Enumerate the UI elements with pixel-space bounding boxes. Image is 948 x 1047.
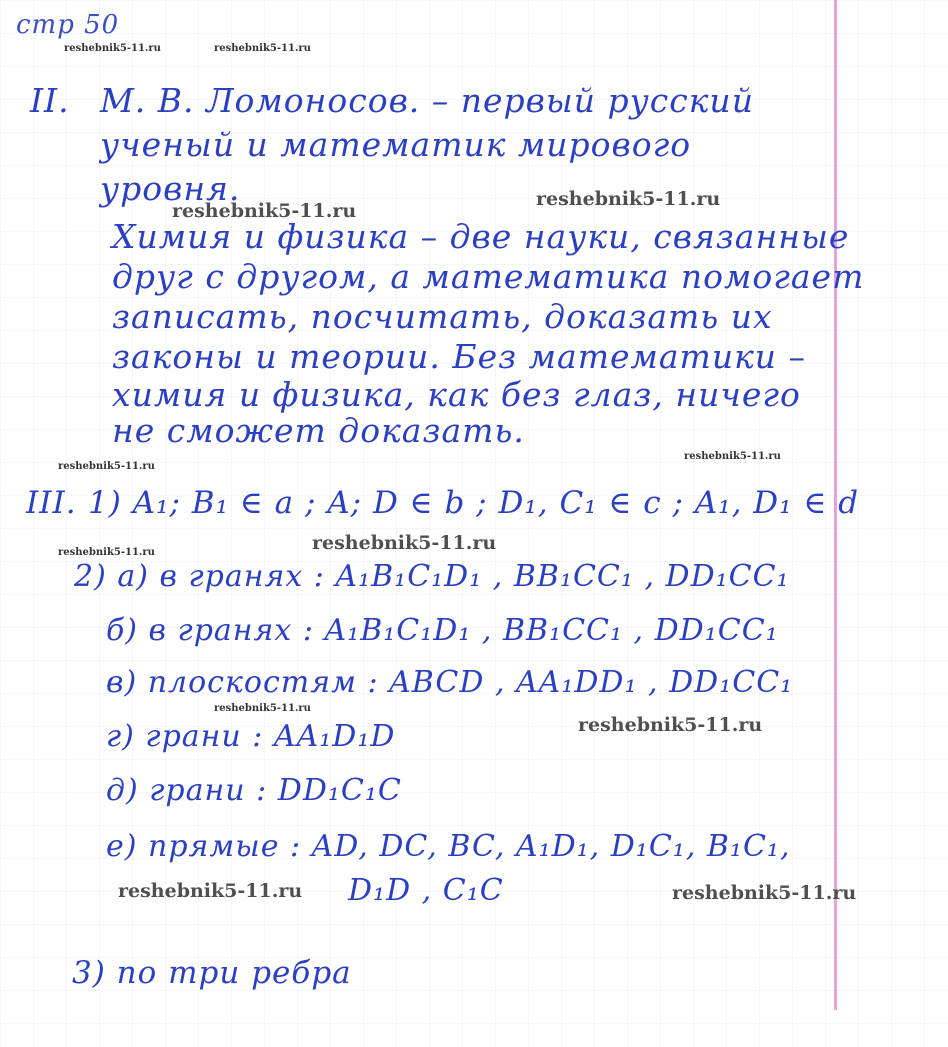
s3-item-3: 3) по три ребра	[72, 955, 352, 991]
watermark: reshebnik5-11.ru	[672, 882, 857, 904]
s3-item-2d: г) грани : AA₁D₁D	[106, 719, 396, 754]
watermark: reshebnik5-11.ru	[64, 43, 161, 54]
section-2-marker: II.	[30, 81, 70, 120]
watermark: reshebnik5-11.ru	[312, 532, 497, 554]
watermark: reshebnik5-11.ru	[536, 188, 721, 210]
s2-line-1: М. В. Ломоносов. – первый русский	[100, 81, 754, 120]
watermark: reshebnik5-11.ru	[214, 703, 311, 714]
watermark: reshebnik5-11.ru	[58, 547, 155, 558]
s3-item-2f-cont: D₁D , C₁C	[348, 873, 504, 908]
s2-line-5: друг с другом, а математика помогает	[112, 257, 865, 296]
s3-item-2e: д) грани : DD₁C₁C	[106, 773, 402, 808]
s2-line-4: Химия и физика – две науки, связанные	[112, 217, 850, 256]
s3-item-1: 1) A₁; B₁ ∈ a ; A; D ∈ b ; D₁, C₁ ∈ c ; A₁, D₁ ∈ d	[88, 485, 860, 521]
watermark: reshebnik5-11.ru	[172, 200, 357, 222]
section-3-marker: III.	[26, 485, 77, 521]
s3-item-2f: е) прямые : AD, DC, BC, A₁D₁, D₁C₁, B₁C₁,	[106, 829, 791, 864]
s2-line-6: записать, посчитать, доказать их	[112, 297, 773, 336]
s2-line-7: законы и теории. Без математики –	[112, 337, 807, 376]
s3-item-2b: б) в гранях : A₁B₁C₁D₁ , BB₁CC₁ , DD₁CC₁	[106, 613, 779, 648]
watermark: reshebnik5-11.ru	[578, 714, 763, 736]
s2-line-8: химия и физика, как без глаз, ничего	[112, 375, 801, 414]
watermark: reshebnik5-11.ru	[214, 43, 311, 54]
s3-item-2a: 2) а) в гранях : A₁B₁C₁D₁ , BB₁CC₁ , DD₁CC₁	[74, 559, 790, 594]
s3-item-2c: в) плоскостям : ABCD , AA₁DD₁ , DD₁CC₁	[106, 665, 794, 700]
watermark: reshebnik5-11.ru	[118, 880, 303, 902]
s2-line-9: не сможет доказать.	[112, 411, 525, 450]
watermark: reshebnik5-11.ru	[684, 451, 781, 462]
watermark: reshebnik5-11.ru	[58, 461, 155, 472]
page-reference: стр 50	[16, 10, 120, 40]
s2-line-3: уровня.	[100, 169, 241, 208]
s2-line-2: ученый и математик мирового	[100, 125, 692, 164]
